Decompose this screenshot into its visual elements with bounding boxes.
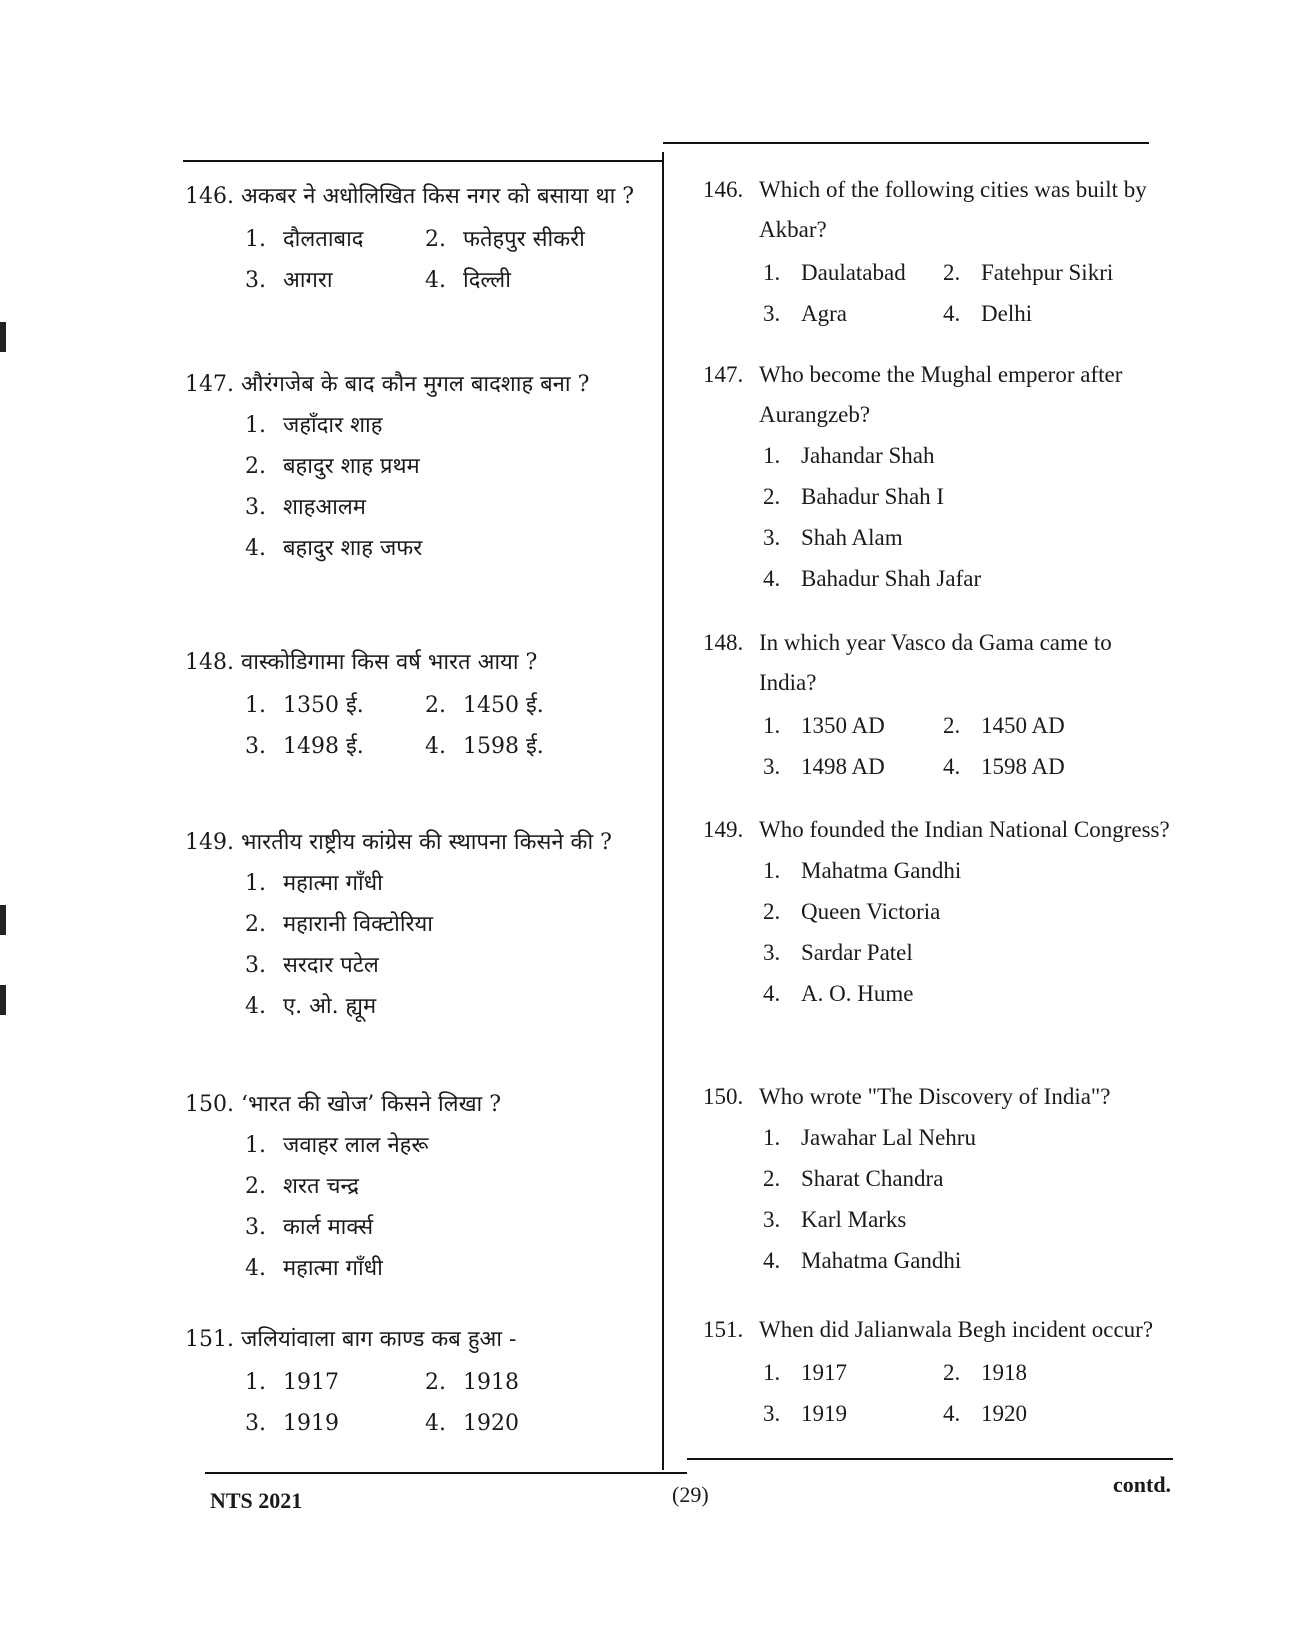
- option-3: [763, 517, 1173, 558]
- question-text: Who become the Mughal emperor after Aurangzeb?: [759, 362, 1123, 427]
- option-number: 2.: [763, 1166, 781, 1191]
- option-text: शाहआलम: [283, 495, 366, 520]
- contd-label: contd.: [1113, 1472, 1172, 1497]
- question-number: 151.: [703, 1317, 744, 1342]
- option-2: [943, 705, 1123, 746]
- question-line: [185, 177, 645, 217]
- english-question-150: [703, 1077, 1173, 1281]
- question-line: [185, 823, 645, 863]
- options: [245, 219, 645, 301]
- question-text: जलियांवाला बाग काण्ड कब हुआ -: [241, 1327, 517, 1352]
- question-line: [185, 1085, 645, 1125]
- question-text: औरंगजेब के बाद कौन मुगल बादशाह बना ?: [241, 372, 590, 397]
- option-text: Fatehpur Sikri: [981, 260, 1114, 285]
- option-3: [763, 746, 943, 787]
- question-text: When did Jalianwala Begh incident occur?: [759, 1317, 1154, 1342]
- options: [763, 1117, 1173, 1281]
- question-number: 148.: [185, 650, 234, 675]
- option-3: [763, 932, 1173, 973]
- option-text: 1917: [801, 1360, 847, 1385]
- question-number: 147.: [703, 362, 744, 387]
- option-4: [763, 973, 1173, 1014]
- option-number: 1.: [763, 858, 781, 883]
- question-number: 146.: [185, 184, 234, 209]
- option-4: [425, 726, 605, 767]
- option-number: 4.: [943, 301, 961, 326]
- option-2: [763, 891, 1173, 932]
- option-2: [763, 1158, 1173, 1199]
- option-3: [245, 726, 425, 767]
- option-number: 1.: [245, 227, 266, 252]
- option-text: सरदार पटेल: [283, 953, 379, 978]
- option-text: Queen Victoria: [801, 899, 941, 924]
- option-text: 1498 AD: [801, 754, 885, 779]
- option-text: Delhi: [981, 301, 1033, 326]
- option-number: 4.: [943, 1401, 961, 1426]
- option-1: [763, 850, 1173, 891]
- option-number: 2.: [245, 912, 266, 937]
- option-number: 2.: [425, 227, 446, 252]
- option-text: Karl Marks: [801, 1207, 907, 1232]
- option-text: Bahadur Shah Jafar: [801, 566, 982, 591]
- option-number: 1.: [245, 1133, 266, 1158]
- option-text: 1450 ई.: [463, 693, 544, 718]
- hindi-question-149: [185, 823, 645, 1027]
- option-text: 1450 AD: [981, 713, 1065, 738]
- option-4: [245, 1248, 645, 1289]
- options: [763, 850, 1173, 1014]
- option-number: 1.: [763, 443, 781, 468]
- question-number: 150.: [185, 1092, 234, 1117]
- option-number: 4.: [763, 566, 781, 591]
- options: [245, 1125, 645, 1289]
- question-number: 148.: [703, 630, 744, 655]
- option-number: 3.: [763, 301, 781, 326]
- question-text: Who wrote "The Discovery of India"?: [759, 1084, 1111, 1109]
- option-number: 2.: [943, 1360, 961, 1385]
- option-number: 2.: [943, 713, 961, 738]
- option-text: दौलताबाद: [283, 227, 364, 252]
- option-text: जहाँदार शाह: [283, 413, 383, 438]
- option-number: 4.: [763, 981, 781, 1006]
- question-line: [185, 1320, 645, 1360]
- option-text: 1498 ई.: [283, 734, 364, 759]
- option-number: 3.: [245, 1411, 266, 1436]
- option-number: 1.: [763, 1125, 781, 1150]
- question-number: 147.: [185, 372, 234, 397]
- question-number: 146.: [703, 177, 744, 202]
- option-4: [943, 1393, 1123, 1434]
- option-number: 3.: [763, 1207, 781, 1232]
- option-number: 4.: [425, 1411, 446, 1436]
- question-number: 149.: [185, 830, 234, 855]
- column-divider: [662, 152, 664, 1470]
- option-number: 4.: [245, 994, 266, 1019]
- option-number: 2.: [943, 260, 961, 285]
- option-3: [763, 1393, 943, 1434]
- english-question-148: [703, 623, 1173, 787]
- option-text: 1350 ई.: [283, 693, 364, 718]
- option-text: ए. ओ. ह्यूम: [283, 994, 377, 1019]
- option-number: 4.: [425, 734, 446, 759]
- option-2: [943, 1352, 1123, 1393]
- option-3: [245, 945, 645, 986]
- question-text: Which of the following cities was built by Akbar?: [759, 177, 1147, 242]
- question-text: अकबर ने अधोलिखित किस नगर को बसाया था ?: [241, 184, 635, 209]
- option-1: [245, 219, 425, 260]
- question-line: [703, 1310, 1173, 1350]
- options: [245, 863, 645, 1027]
- question-line: [703, 355, 1173, 435]
- option-text: दिल्ली: [463, 268, 511, 293]
- option-text: Mahatma Gandhi: [801, 1248, 962, 1273]
- option-number: 4.: [943, 754, 961, 779]
- question-line: [703, 1077, 1173, 1117]
- option-text: आगरा: [283, 268, 333, 293]
- option-text: बहादुर शाह जफर: [283, 536, 423, 561]
- option-text: Sardar Patel: [801, 940, 913, 965]
- question-text: वास्कोडिगामा किस वर्ष भारत आया ?: [241, 650, 538, 675]
- option-4: [245, 528, 645, 569]
- english-column: [703, 0, 1173, 1460]
- option-text: 1920: [981, 1401, 1027, 1426]
- question-line: [185, 643, 645, 683]
- option-1: [763, 252, 943, 293]
- scan-mark: [0, 985, 6, 1015]
- option-1: [763, 1117, 1173, 1158]
- option-number: 1.: [245, 871, 266, 896]
- exam-code: NTS 2021: [210, 1488, 303, 1513]
- hindi-question-146: [185, 177, 645, 301]
- option-text: Agra: [801, 301, 847, 326]
- option-2: [763, 476, 1173, 517]
- option-number: 4.: [245, 536, 266, 561]
- scan-mark: [0, 905, 6, 935]
- hindi-question-151: [185, 1320, 645, 1444]
- option-text: Jawahar Lal Nehru: [801, 1125, 976, 1150]
- option-text: 1598 ई.: [463, 734, 544, 759]
- option-text: Sharat Chandra: [801, 1166, 944, 1191]
- option-text: Bahadur Shah I: [801, 484, 945, 509]
- options: [763, 1352, 1173, 1434]
- scan-mark: [0, 322, 6, 352]
- options: [763, 252, 1173, 334]
- options: [763, 435, 1173, 599]
- question-number: 149.: [703, 817, 744, 842]
- english-question-149: [703, 810, 1173, 1014]
- option-number: 2.: [245, 454, 266, 479]
- option-number: 2.: [425, 693, 446, 718]
- option-text: महात्मा गाँधी: [283, 871, 383, 896]
- question-text: ‘भारत की खोज’ किसने लिखा ?: [241, 1092, 502, 1117]
- option-2: [425, 685, 605, 726]
- option-text: Jahandar Shah: [801, 443, 935, 468]
- option-text: शरत चन्द्र: [283, 1174, 359, 1199]
- option-1: [245, 405, 645, 446]
- option-number: 4.: [245, 1256, 266, 1281]
- option-number: 1.: [245, 413, 266, 438]
- option-text: 1598 AD: [981, 754, 1065, 779]
- option-number: 3.: [245, 1215, 266, 1240]
- question-line: [703, 623, 1173, 703]
- option-1: [763, 435, 1173, 476]
- option-4: [943, 293, 1123, 334]
- option-text: 1350 AD: [801, 713, 885, 738]
- hindi-question-148: [185, 643, 645, 767]
- option-number: 3.: [245, 734, 266, 759]
- option-text: महात्मा गाँधी: [283, 1256, 383, 1281]
- option-number: 2.: [425, 1370, 446, 1395]
- question-line: [703, 170, 1173, 250]
- option-3: [763, 1199, 1173, 1240]
- option-text: महारानी विक्टोरिया: [283, 912, 433, 937]
- option-number: 4.: [763, 1248, 781, 1273]
- english-question-146: [703, 170, 1173, 334]
- option-number: 3.: [245, 495, 266, 520]
- option-2: [245, 1166, 645, 1207]
- hindi-column: [185, 0, 645, 1460]
- option-number: 1.: [245, 1370, 266, 1395]
- option-text: 1917: [283, 1370, 339, 1395]
- option-text: 1918: [463, 1370, 519, 1395]
- option-text: जवाहर लाल नेहरू: [283, 1133, 429, 1158]
- option-text: 1919: [283, 1411, 339, 1436]
- option-number: 1.: [763, 1360, 781, 1385]
- option-1: [245, 685, 425, 726]
- option-4: [763, 558, 1173, 599]
- option-3: [245, 1403, 425, 1444]
- option-text: कार्ल मार्क्स: [283, 1215, 374, 1240]
- option-text: Mahatma Gandhi: [801, 858, 962, 883]
- option-3: [245, 487, 645, 528]
- option-text: 1918: [981, 1360, 1027, 1385]
- option-2: [245, 446, 645, 487]
- option-number: 3.: [245, 953, 266, 978]
- option-3: [245, 1207, 645, 1248]
- option-4: [763, 1240, 1173, 1281]
- options: [245, 405, 645, 569]
- english-question-151: [703, 1310, 1173, 1434]
- option-4: [425, 1403, 605, 1444]
- option-3: [245, 260, 425, 301]
- question-number: 151.: [185, 1327, 234, 1352]
- option-text: फतेहपुर सीकरी: [463, 227, 585, 252]
- option-text: Daulatabad: [801, 260, 906, 285]
- option-1: [245, 863, 645, 904]
- hindi-question-147: [185, 365, 645, 569]
- option-text: Shah Alam: [801, 525, 903, 550]
- option-number: 2.: [763, 484, 781, 509]
- option-1: [763, 705, 943, 746]
- option-4: [943, 746, 1123, 787]
- question-number: 150.: [703, 1084, 744, 1109]
- option-2: [943, 252, 1123, 293]
- option-2: [425, 219, 605, 260]
- question-text: Who founded the Indian National Congress?: [759, 817, 1170, 842]
- option-1: [763, 1352, 943, 1393]
- hindi-question-150: [185, 1085, 645, 1289]
- option-number: 3.: [763, 940, 781, 965]
- option-number: 2.: [245, 1174, 266, 1199]
- option-text: 1919: [801, 1401, 847, 1426]
- option-3: [763, 293, 943, 334]
- bottom-rule-left: [205, 1472, 687, 1474]
- option-number: 4.: [425, 268, 446, 293]
- option-number: 1.: [763, 713, 781, 738]
- option-2: [245, 904, 645, 945]
- question-line: [185, 365, 645, 405]
- option-1: [245, 1125, 645, 1166]
- option-4: [425, 260, 605, 301]
- option-number: 3.: [763, 525, 781, 550]
- option-4: [245, 986, 645, 1027]
- option-text: 1920: [463, 1411, 519, 1436]
- options: [245, 1362, 645, 1444]
- option-1: [245, 1362, 425, 1403]
- option-number: 1.: [763, 260, 781, 285]
- question-line: [703, 810, 1173, 850]
- page-number: (29): [672, 1482, 709, 1507]
- option-number: 3.: [763, 754, 781, 779]
- option-number: 2.: [763, 899, 781, 924]
- options: [763, 705, 1173, 787]
- option-number: 3.: [245, 268, 266, 293]
- question-text: भारतीय राष्ट्रीय कांग्रेस की स्थापना किसने की ?: [241, 830, 612, 855]
- option-text: बहादुर शाह प्रथम: [283, 454, 420, 479]
- english-question-147: [703, 355, 1173, 599]
- options: [245, 685, 645, 767]
- option-number: 1.: [245, 693, 266, 718]
- option-2: [425, 1362, 605, 1403]
- option-number: 3.: [763, 1401, 781, 1426]
- option-text: A. O. Hume: [801, 981, 914, 1006]
- question-text: In which year Vasco da Gama came to India?: [759, 630, 1112, 695]
